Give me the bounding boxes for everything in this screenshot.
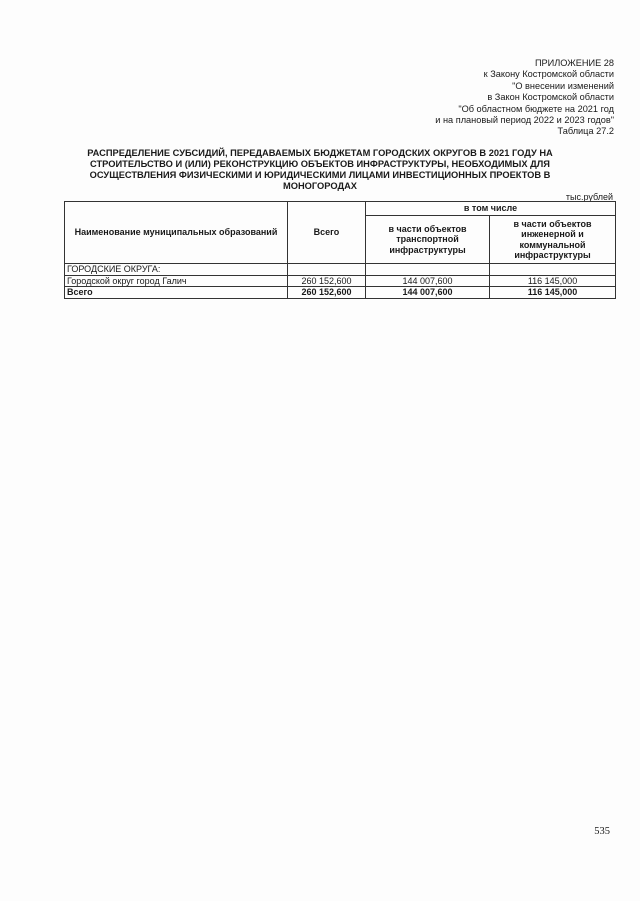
appendix-line: к Закону Костромской области: [483, 69, 614, 80]
document-title: [80, 148, 560, 192]
appendix-line: "О внесении изменений: [512, 80, 614, 91]
appendix-header: [354, 58, 614, 138]
row-name: Городской округ город Галич: [65, 275, 288, 287]
total-name: Всего: [65, 287, 288, 299]
appendix-line: и на плановый период 2022 и 2023 годов": [435, 115, 614, 126]
page-number: 535: [594, 826, 610, 837]
row-transport: 144 007,600: [366, 275, 490, 287]
header-utility: в части объектов инженерной и коммунальной инфраструктуры: [490, 216, 616, 264]
header-transport: в части объектов транспортной инфраструктуры: [366, 216, 490, 264]
title-line: МОНОГОРОДАХ: [282, 181, 358, 191]
total-transport: 144 007,600: [366, 287, 490, 299]
total-total: 260 152,600: [288, 287, 366, 299]
appendix-line: "Об областном бюджете на 2021 год: [458, 103, 614, 114]
header-including: в том числе: [366, 202, 616, 216]
empty-cell: [366, 264, 490, 276]
title-line: ОСУЩЕСТВЛЕНИЯ ФИЗИЧЕСКИМИ И ЮРИДИЧЕСКИМИ ЛИЦАМИ ИНВЕСТИЦИОННЫХ ПРОЕКТОВ В: [89, 170, 551, 180]
title-line: РАСПРЕДЕЛЕНИЕ СУБСИДИЙ, ПЕРЕДАВАЕМЫХ БЮДЖЕТАМ ГОРОДСКИХ ОКРУГОВ В 2021 ГОДУ НА: [87, 148, 553, 158]
table-number: Таблица 27.2: [557, 126, 614, 137]
units-label: тыс.рублей: [565, 192, 613, 202]
total-row: [65, 287, 616, 299]
row-utility: 116 145,000: [490, 275, 616, 287]
empty-cell: [490, 264, 616, 276]
appendix-line: в Закон Костромской области: [487, 92, 614, 103]
header-total: Всего: [288, 202, 366, 264]
section-label: ГОРОДСКИЕ ОКРУГА:: [65, 264, 288, 276]
header-name: Наименование муниципальных образований: [65, 202, 288, 264]
table-row: [65, 275, 616, 287]
total-utility: 116 145,000: [490, 287, 616, 299]
title-line: СТРОИТЕЛЬСТВО И (ИЛИ) РЕКОНСТРУКЦИЮ ОБЪЕКТОВ ИНФРАСТРУКТУРЫ, НЕОБХОДИМЫХ ДЛЯ: [90, 159, 550, 169]
empty-cell: [288, 264, 366, 276]
row-total: 260 152,600: [288, 275, 366, 287]
appendix-line: ПРИЛОЖЕНИЕ 28: [534, 58, 614, 68]
subsidy-table: [64, 201, 616, 299]
